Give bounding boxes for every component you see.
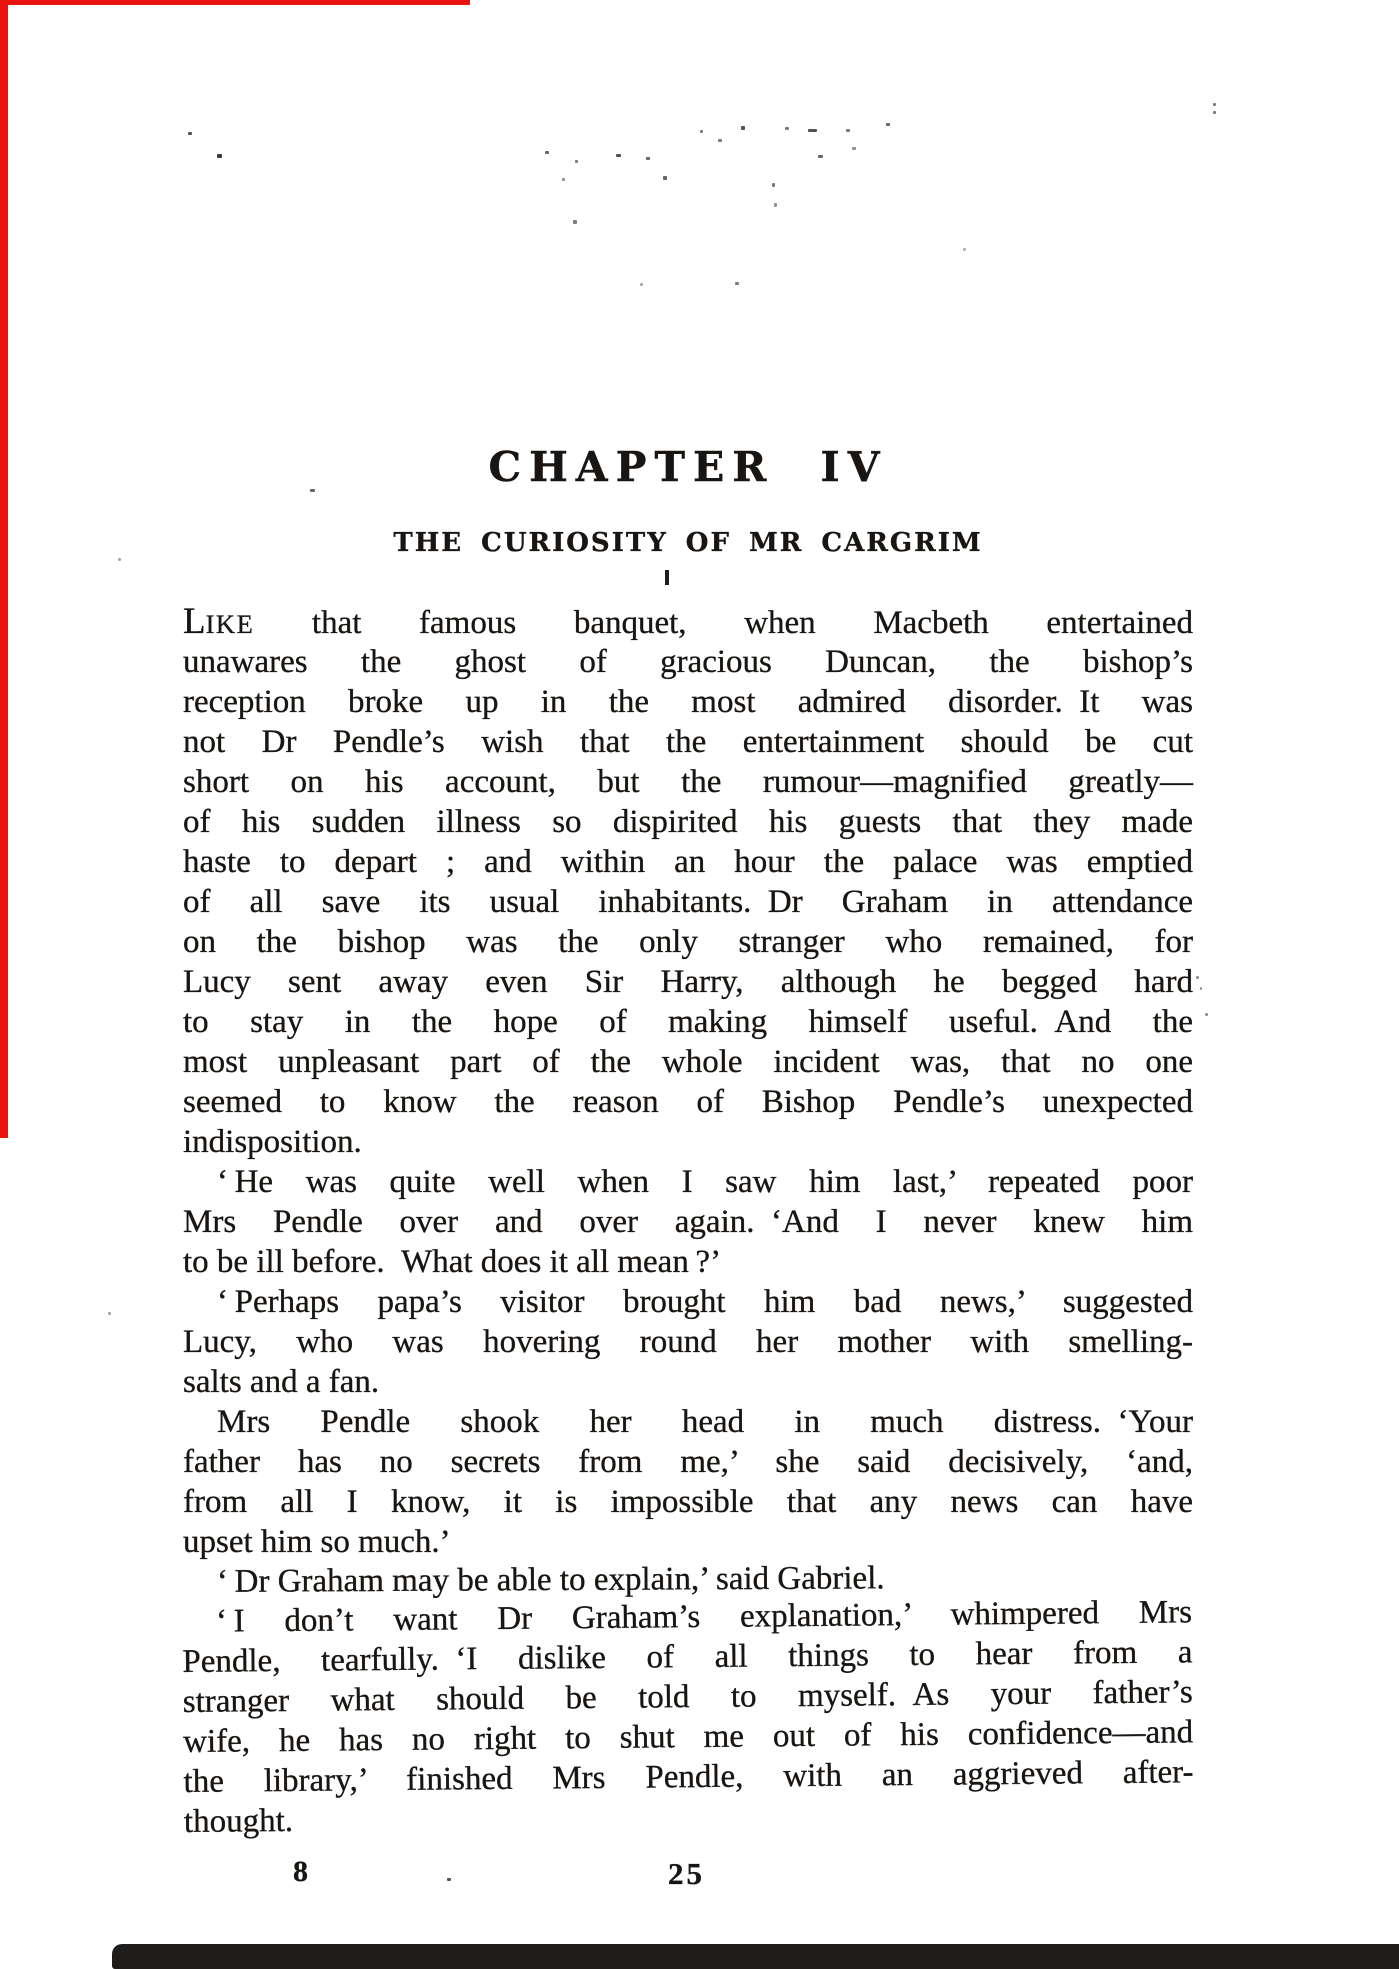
page-content bbox=[183, 444, 1193, 1842]
scan-speck bbox=[718, 139, 722, 142]
scan-speck bbox=[640, 283, 643, 286]
text-line: reception broke up in the most admired disorder. It was bbox=[183, 684, 1193, 720]
scan-speck bbox=[741, 126, 745, 130]
text-line: ‘ Perhaps papa’s visitor brought him bad news,’ suggested bbox=[217, 1284, 1193, 1320]
scan-speck bbox=[808, 129, 817, 132]
text-line: unawares the ghost of gracious Duncan, the bishop’s bbox=[183, 644, 1193, 680]
scan-speck bbox=[1200, 987, 1202, 990]
page-number: 25 bbox=[668, 1856, 705, 1891]
scan-speck bbox=[616, 154, 621, 157]
text-line: of his sudden illness so dispirited his guests that they made bbox=[183, 804, 1193, 840]
scan-speck bbox=[108, 1312, 111, 1315]
scan-speck bbox=[774, 203, 777, 207]
text-line: to stay in the hope of making himself useful. And the bbox=[183, 1004, 1193, 1040]
text-line: ‘ I don’t want Dr Graham’s explanation,’ whimpered Mrs bbox=[215, 1594, 1193, 1640]
paragraph-1 bbox=[183, 602, 1193, 1162]
scan-speck bbox=[447, 1878, 451, 1881]
scan-speck bbox=[772, 183, 775, 187]
text-line: Pendle, tearfully. ‘I dislike of all things to hear from a bbox=[182, 1634, 1193, 1681]
text-line: the library,’ finished Mrs Pendle, with an aggrieved after- bbox=[183, 1754, 1194, 1800]
scan-edge-red-top bbox=[0, 0, 470, 5]
text-line: upset him so much.’ bbox=[183, 1524, 451, 1560]
scan-speck bbox=[852, 147, 856, 150]
scan-edge-dark-bottom-bar bbox=[112, 1944, 1399, 1969]
text-line: Lucy sent away even Sir Harry, although he begged hard bbox=[183, 964, 1193, 1000]
scan-speck bbox=[818, 155, 823, 158]
text-line: on the bishop was the only stranger who remained, for bbox=[183, 924, 1193, 960]
scan-speck bbox=[575, 160, 578, 163]
text-line: ‘ He was quite well when I saw him last,’ repeated poor bbox=[217, 1164, 1193, 1200]
text-line bbox=[183, 602, 1193, 642]
scan-speck bbox=[562, 178, 565, 181]
scan-speck bbox=[1213, 111, 1216, 114]
scan-speck bbox=[1213, 103, 1216, 106]
text-line: to be ill before. What does it all mean ?’ bbox=[183, 1244, 722, 1280]
scan-speck bbox=[886, 123, 890, 126]
text-line: not Dr Pendle’s wish that the entertainment should be cut bbox=[183, 724, 1193, 760]
text-line: short on his account, but the rumour—magnified greatly— bbox=[183, 764, 1193, 800]
scan-edge-red-left bbox=[0, 0, 8, 1138]
scan-speck bbox=[846, 129, 850, 132]
text-line: Lucy, who was hovering round her mother with smelling- bbox=[183, 1324, 1193, 1360]
scan-speck bbox=[1205, 1013, 1208, 1016]
scan-speck bbox=[735, 282, 739, 285]
text-line: from all I know, it is impossible that any news can have bbox=[183, 1484, 1193, 1520]
scan-speck bbox=[700, 130, 703, 133]
scan-speck bbox=[963, 248, 966, 251]
text-line: indisposition. bbox=[183, 1124, 362, 1160]
body-text bbox=[183, 602, 1193, 1842]
smallcaps-opening: IKE bbox=[205, 609, 255, 639]
text-line: Mrs Pendle over and over again. ‘And I never knew him bbox=[183, 1204, 1193, 1240]
scan-speck bbox=[118, 558, 121, 561]
paragraph-4 bbox=[183, 1402, 1193, 1562]
text-line: thought. bbox=[183, 1802, 294, 1840]
text-line: father has no secrets from me,’ she said decisively, ‘and, bbox=[183, 1444, 1193, 1480]
scan-speck bbox=[1196, 976, 1199, 979]
chapter-subtitle: THE CURIOSITY OF MR CARGRIM bbox=[393, 528, 983, 558]
scan-speck bbox=[573, 220, 577, 224]
text-line: haste to depart ; and within an hour the palace was emptied bbox=[183, 844, 1193, 880]
scan-speck bbox=[188, 132, 192, 135]
text-line: Mrs Pendle shook her head in much distress. ‘Your bbox=[217, 1404, 1193, 1440]
chapter-title: CHAPTER IV bbox=[488, 443, 888, 491]
signature-mark: 8 bbox=[293, 1855, 308, 1888]
text-line: salts and a fan. bbox=[183, 1364, 380, 1400]
scan-speck bbox=[663, 176, 667, 180]
scan-speck bbox=[646, 157, 650, 160]
paragraph-3 bbox=[183, 1282, 1193, 1402]
text-line: stranger what should be told to myself. As your father’s bbox=[182, 1674, 1193, 1721]
scan-speck bbox=[545, 151, 549, 154]
paragraph-6 bbox=[182, 1592, 1194, 1842]
text-line: wife, he has no right to shut me out of his confidence—and bbox=[183, 1714, 1194, 1760]
text-line: most unpleasant part of the whole incident was, that no one bbox=[183, 1044, 1193, 1080]
text-line: of all save its usual inhabitants. Dr Graham in attendance bbox=[183, 884, 1193, 920]
paragraph-2 bbox=[183, 1162, 1193, 1282]
scan-speck bbox=[785, 127, 789, 130]
drop-initial: L bbox=[183, 601, 206, 642]
text-line: seemed to know the reason of Bishop Pendle’s unexpected bbox=[183, 1084, 1193, 1120]
text-line: ‘ Dr Graham may be able to explain,’ said Gabriel. bbox=[216, 1560, 885, 1600]
scan-speck bbox=[217, 154, 222, 158]
line-text: that famous banquet, when Macbeth entertained bbox=[254, 605, 1193, 641]
